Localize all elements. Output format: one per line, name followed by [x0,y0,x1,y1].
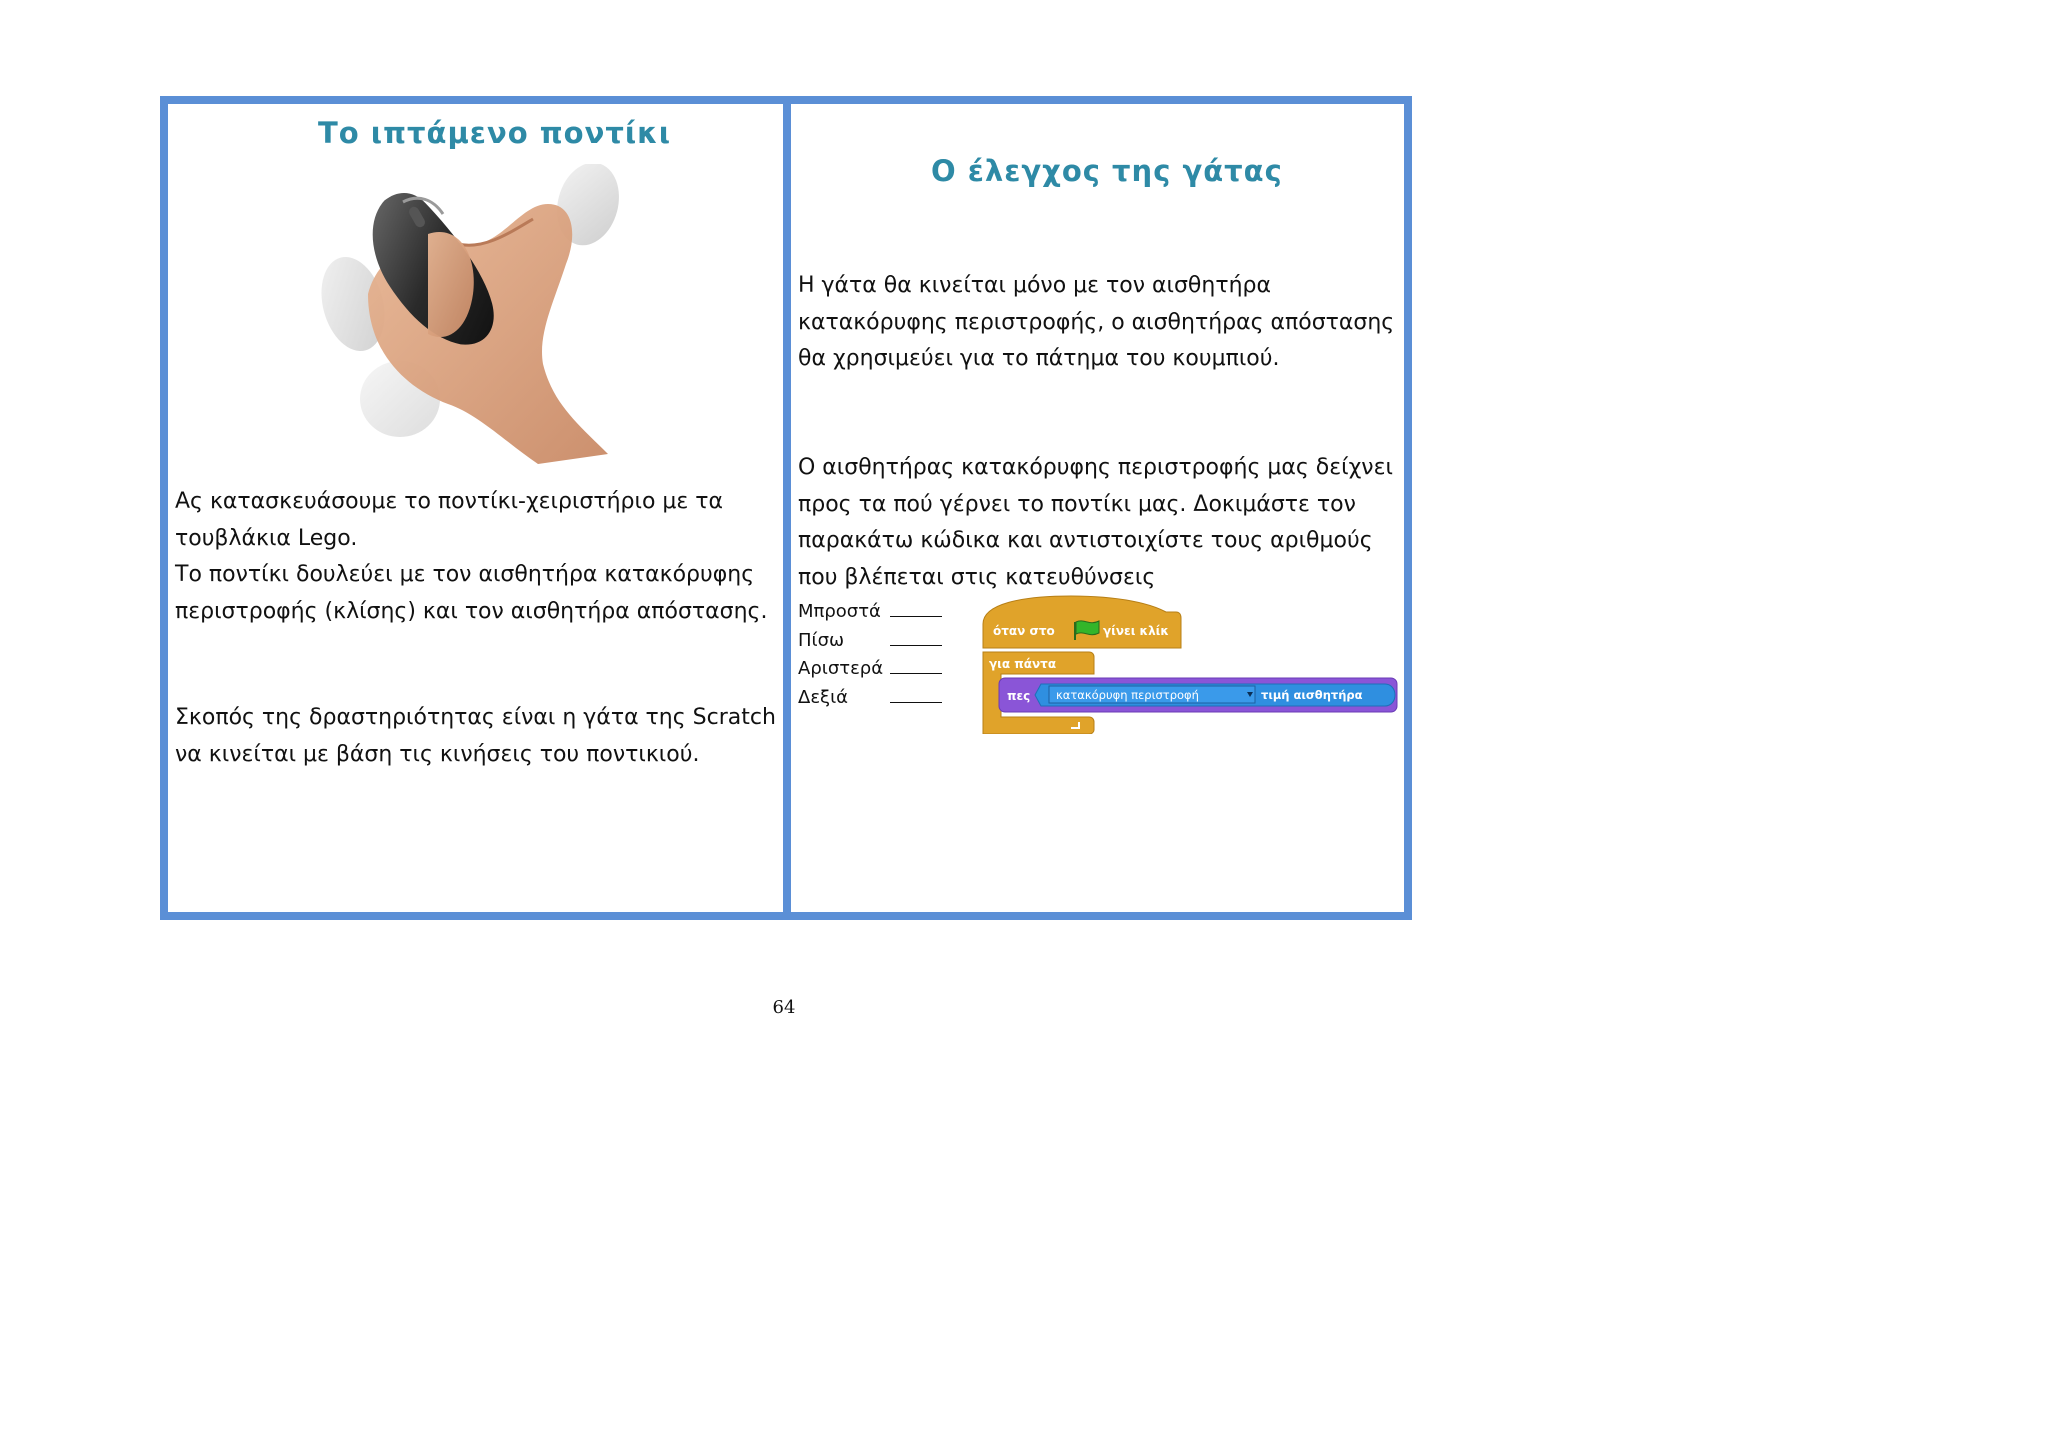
forever-text: για πάντα [989,657,1057,671]
left-panel [168,104,783,912]
hand-mouse-illustration [308,164,638,464]
direction-label: Μπροστά [798,601,881,622]
page-frame [160,96,1412,920]
left-title: Το ιπτάμενο ποντίκι [318,116,672,150]
sensor-value-text: τιμή αισθητήρα [1261,688,1363,702]
right-panel [791,104,1404,912]
answer-blank [890,684,942,703]
direction-list [798,598,942,712]
page-number: 64 [772,997,796,1018]
direction-row [798,655,942,684]
scratch-code-blocks [981,594,1401,734]
column-divider [783,104,791,912]
right-title: Ο έλεγχος της γάτας [931,154,1283,188]
answer-blank [890,655,942,674]
direction-label: Αριστερά [798,658,884,679]
direction-row [798,627,942,656]
direction-row [798,598,942,627]
when-flag-text-post: γίνει κλίκ [1103,624,1169,638]
sensor-dropdown[interactable]: κατακόρυφη περιστροφή [1056,688,1199,702]
right-intro-paragraph: Η γάτα θα κινείται μόνο με τον αισθητήρα κατακόρυφης περιστροφής, ο αισθητήρας απόστασης θα χρησιμεύει για το πάτημα του κουμπιού. [798,273,1395,371]
direction-label: Δεξιά [798,686,849,708]
direction-row [798,684,942,713]
direction-label: Πίσω [798,629,845,651]
say-text: πες [1007,689,1031,703]
left-goal-paragraph: Σκοπός της δραστηριότητας είναι η γάτα της Scratch να κινείται με βάση τις κινήσεις του ποντικιού. [175,705,776,767]
answer-blank [890,598,942,617]
when-flag-text-pre: όταν στο [993,624,1055,638]
answer-blank [890,627,942,646]
right-instructions-paragraph: Ο αισθητήρας κατακόρυφης περιστροφής μας δείχνει προς τα πού γέρνει το ποντίκι μας. Δοκιμάστε τον παρακάτω κώδικα και αντιστοιχίστε τους αριθμούς που βλέπεται στις κατευθύνσεις [798,455,1393,590]
left-intro-paragraph: Ας κατασκευάσουμε το ποντίκι-χειριστήριο με τα τουβλάκια Lego. Το ποντίκι δουλεύει με τον αισθητήρα κατακόρυφης περιστροφής (κλίσης) και τον αισθητήρα απόστασης. [175,489,768,624]
